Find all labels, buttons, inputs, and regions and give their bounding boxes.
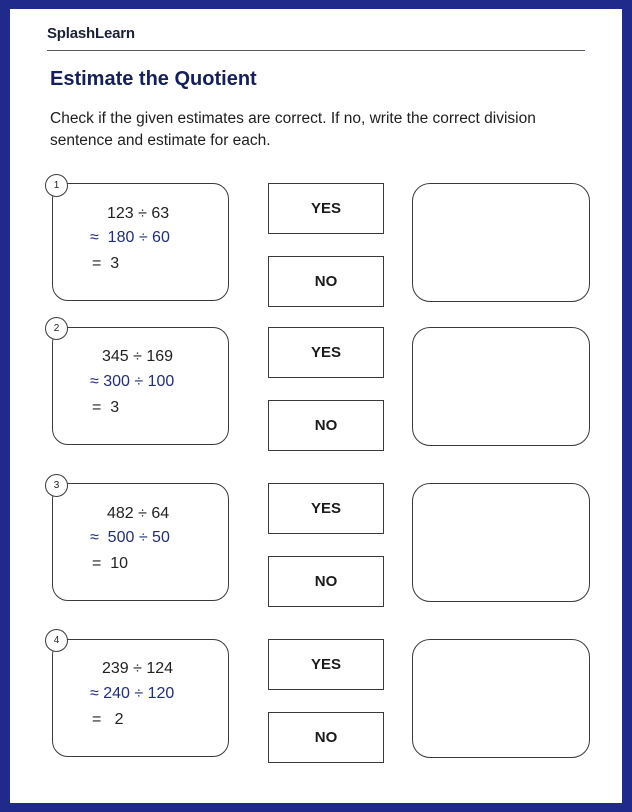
estimate-expression: ≈ 240 ÷ 120 bbox=[90, 685, 175, 702]
estimate-result: = 3 bbox=[92, 399, 120, 416]
problem-number-badge: 1 bbox=[45, 174, 68, 197]
worksheet-page bbox=[10, 9, 622, 803]
no-option-button[interactable]: NO bbox=[268, 256, 384, 307]
header-divider bbox=[47, 50, 585, 51]
worksheet-title: Estimate the Quotient bbox=[50, 68, 257, 90]
instructions-text: Check if the given estimates are correct. If no, write the correct division sentence and estimate for each. bbox=[50, 110, 536, 149]
no-option-button[interactable]: NO bbox=[268, 400, 384, 451]
estimate-result: = 3 bbox=[92, 255, 120, 272]
estimate-expression: ≈ 500 ÷ 50 bbox=[90, 529, 170, 546]
answer-box[interactable] bbox=[412, 483, 590, 602]
yes-option-button[interactable]: YES bbox=[268, 183, 384, 234]
no-option-button[interactable]: NO bbox=[268, 712, 384, 763]
division-expression: 123 ÷ 63 bbox=[107, 205, 170, 222]
estimate-result: = 10 bbox=[92, 555, 129, 572]
answer-box[interactable] bbox=[412, 327, 590, 446]
yes-option-button[interactable]: YES bbox=[268, 483, 384, 534]
splashlearn-logo: SplashLearn bbox=[47, 25, 135, 42]
problem-number-badge: 2 bbox=[45, 317, 68, 340]
no-option-button[interactable]: NO bbox=[268, 556, 384, 607]
answer-box[interactable] bbox=[412, 183, 590, 302]
estimate-expression: ≈ 180 ÷ 60 bbox=[90, 229, 170, 246]
yes-option-button[interactable]: YES bbox=[268, 639, 384, 690]
division-expression: 239 ÷ 124 bbox=[102, 660, 174, 677]
problem-number-badge: 3 bbox=[45, 474, 68, 497]
yes-option-button[interactable]: YES bbox=[268, 327, 384, 378]
division-expression: 345 ÷ 169 bbox=[102, 348, 174, 365]
estimate-result: = 2 bbox=[92, 711, 124, 728]
estimate-expression: ≈ 300 ÷ 100 bbox=[90, 373, 175, 390]
problem-number-badge: 4 bbox=[45, 629, 68, 652]
division-expression: 482 ÷ 64 bbox=[107, 505, 170, 522]
answer-box[interactable] bbox=[412, 639, 590, 758]
